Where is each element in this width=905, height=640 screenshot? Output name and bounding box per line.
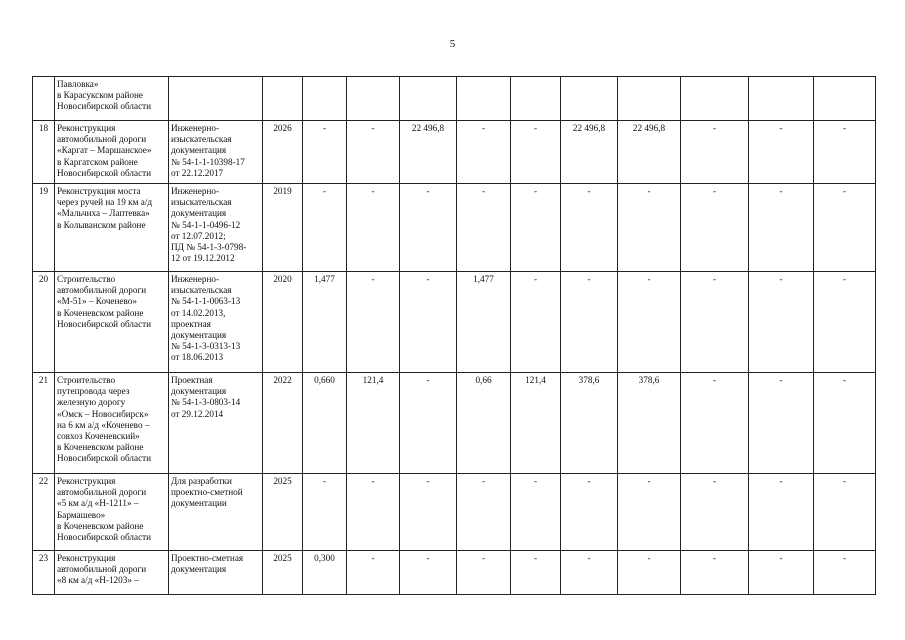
value-cell: -	[618, 551, 681, 595]
year-cell: 2025	[263, 551, 303, 595]
year-cell: 2025	[263, 474, 303, 551]
document-info: Инженерно- изыскательская № 54-1-1-0063-13 от 14.02.2013, проектная документация № 54-1-3-0313-13 от 18.06.2013	[169, 272, 263, 373]
year-cell	[263, 77, 303, 121]
value-cell: -	[400, 272, 457, 373]
row-number	[33, 77, 55, 121]
object-name: Реконструкция автомобильной дороги «Каргат – Маршанское» в Каргатском районе Новосибирской области	[55, 121, 169, 184]
value-cell: -	[400, 551, 457, 595]
value-cell: -	[457, 121, 511, 184]
value-cell: -	[347, 272, 400, 373]
value-cell: -	[347, 121, 400, 184]
value-cell: 378,6	[561, 373, 618, 474]
value-cell: -	[511, 551, 561, 595]
document-info	[169, 77, 263, 121]
row-number: 22	[33, 474, 55, 551]
value-cell: -	[347, 184, 400, 272]
value-cell: 121,4	[347, 373, 400, 474]
value-cell: -	[511, 474, 561, 551]
value-cell	[347, 77, 400, 121]
document-info: Проектно-сметная документация	[169, 551, 263, 595]
value-cell: -	[561, 272, 618, 373]
value-cell: -	[681, 272, 749, 373]
table-row	[33, 77, 876, 121]
document-info: Инженерно- изыскательская документация № 54-1-1-10398-17 от 22.12.2017	[169, 121, 263, 184]
value-cell: -	[749, 272, 814, 373]
value-cell: -	[561, 184, 618, 272]
year-cell: 2022	[263, 373, 303, 474]
value-cell	[457, 77, 511, 121]
value-cell: -	[561, 551, 618, 595]
page-number: 5	[449, 38, 456, 50]
value-cell: -	[814, 474, 876, 551]
value-cell: -	[814, 121, 876, 184]
value-cell: -	[681, 551, 749, 595]
object-name: Павловка» в Карасукском районе Новосибирской области	[55, 77, 169, 121]
table-row	[33, 474, 876, 551]
value-cell	[303, 77, 347, 121]
value-cell: 22 496,8	[618, 121, 681, 184]
value-cell: 0,66	[457, 373, 511, 474]
document-info: Для разработки проектно-сметной документации	[169, 474, 263, 551]
table-row	[33, 272, 876, 373]
value-cell: -	[511, 184, 561, 272]
value-cell	[814, 77, 876, 121]
row-number: 21	[33, 373, 55, 474]
value-cell: -	[749, 121, 814, 184]
value-cell: -	[749, 184, 814, 272]
table-row	[33, 551, 876, 595]
value-cell: -	[681, 373, 749, 474]
value-cell: 0,300	[303, 551, 347, 595]
value-cell: -	[303, 474, 347, 551]
row-number: 23	[33, 551, 55, 595]
object-name: Реконструкция моста через ручей на 19 км а/д «Мальчиха – Лаптевка» в Колыванском районе	[55, 184, 169, 272]
value-cell	[749, 77, 814, 121]
value-cell: -	[618, 184, 681, 272]
value-cell: -	[511, 121, 561, 184]
value-cell: -	[400, 474, 457, 551]
value-cell: -	[814, 551, 876, 595]
roads-table	[32, 76, 876, 595]
value-cell: -	[681, 184, 749, 272]
value-cell: -	[814, 373, 876, 474]
value-cell: -	[457, 551, 511, 595]
row-number: 20	[33, 272, 55, 373]
document-info: Проектная документация № 54-1-3-0803-14 от 29.12.2014	[169, 373, 263, 474]
row-number: 18	[33, 121, 55, 184]
document-info: Инженерно- изыскательская документация № 54-1-1-0496-12 от 12.07.2012; ПД № 54-1-3-0798- 12 от 19.12.2012	[169, 184, 263, 272]
value-cell	[561, 77, 618, 121]
value-cell: 121,4	[511, 373, 561, 474]
year-cell: 2020	[263, 272, 303, 373]
year-cell: 2026	[263, 121, 303, 184]
value-cell	[400, 77, 457, 121]
object-name: Строительство автомобильной дороги «М-51» – Коченево» в Коченевском районе Новосибирской области	[55, 272, 169, 373]
value-cell: -	[749, 373, 814, 474]
value-cell: 22 496,8	[400, 121, 457, 184]
value-cell: -	[618, 474, 681, 551]
value-cell	[511, 77, 561, 121]
value-cell: -	[749, 474, 814, 551]
value-cell: -	[681, 121, 749, 184]
object-name: Реконструкция автомобильной дороги «5 км а/д «Н-1211» – Бармашево» в Коченевском районе Новосибирской области	[55, 474, 169, 551]
value-cell: -	[347, 474, 400, 551]
value-cell: -	[303, 184, 347, 272]
value-cell: -	[681, 474, 749, 551]
table-row	[33, 121, 876, 184]
object-name: Строительство путепровода через железную дорогу «Омск – Новосибирск» на 6 км а/д «Коченево – совхоз Коченевский» в Коченевском районе Новосибирской области	[55, 373, 169, 474]
value-cell: -	[561, 474, 618, 551]
value-cell: 1,477	[457, 272, 511, 373]
value-cell: -	[814, 184, 876, 272]
value-cell	[618, 77, 681, 121]
value-cell: -	[347, 551, 400, 595]
object-name: Реконструкция автомобильной дороги «8 км а/д «Н-1203» –	[55, 551, 169, 595]
value-cell: -	[400, 373, 457, 474]
table-row	[33, 373, 876, 474]
value-cell: -	[400, 184, 457, 272]
value-cell: -	[457, 184, 511, 272]
value-cell: -	[457, 474, 511, 551]
value-cell: -	[749, 551, 814, 595]
value-cell: 1,477	[303, 272, 347, 373]
value-cell: 22 496,8	[561, 121, 618, 184]
value-cell: -	[303, 121, 347, 184]
year-cell: 2019	[263, 184, 303, 272]
value-cell: 0,660	[303, 373, 347, 474]
value-cell	[681, 77, 749, 121]
value-cell: -	[618, 272, 681, 373]
row-number: 19	[33, 184, 55, 272]
table-row	[33, 184, 876, 272]
value-cell: 378,6	[618, 373, 681, 474]
value-cell: -	[511, 272, 561, 373]
value-cell: -	[814, 272, 876, 373]
